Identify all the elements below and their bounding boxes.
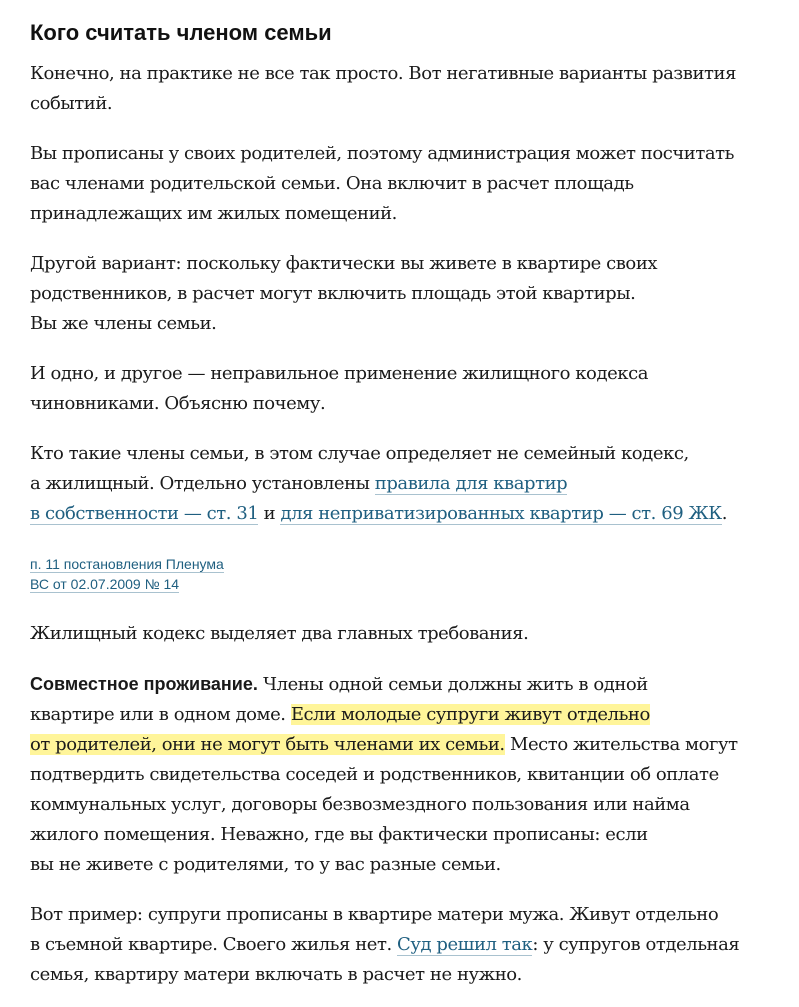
text-line: чиновниками. Объясню почему.: [30, 393, 326, 414]
paragraph-two-requirements: [30, 619, 775, 649]
link-text: правила для квартир: [374, 473, 568, 494]
text-line: Вот пример: супруги прописаны в квартире матери мужа. Живут отдельно: [30, 904, 719, 925]
text-line: подтвердить свидетельства соседей и родственников, квитанции об оплате: [30, 764, 719, 785]
paragraph-wrong-application: [30, 359, 775, 419]
text-line: И одно, и другое — неправильное применение жилищного кодекса: [30, 363, 648, 384]
paragraph-other-variant: [30, 249, 775, 339]
text-fragment: и: [258, 503, 281, 524]
text-fragment: квартире или в одном доме.: [30, 704, 291, 725]
text-line: жилого помещения. Неважно, где вы фактически прописаны: если: [30, 824, 648, 845]
text-fragment: в съемной квартире. Своего жилья нет.: [30, 934, 398, 955]
paragraph-cohabitation: [30, 669, 775, 880]
text-line: Вы же члены семьи.: [30, 313, 217, 334]
link-non-privatized-rules[interactable]: для неприватизированных квартир — ст. 69 ЖК: [280, 503, 722, 524]
paragraph-example: [30, 900, 775, 990]
bold-term: Совместное проживание.: [30, 674, 258, 694]
footnote-link-line2[interactable]: ВС от 02.07.2009 № 14: [30, 576, 180, 592]
text-line: Вы прописаны у своих родителей, поэтому администрация может посчитать: [30, 143, 735, 164]
highlighted-text: от родителей, они не могут быть членами их семьи.: [30, 734, 505, 755]
paragraph-family-definition: [30, 439, 775, 529]
text-fragment: Члены одной семьи должны жить в одной: [257, 674, 648, 695]
text-line: вы не живете с родителями, то у вас разные семьи.: [30, 854, 501, 875]
paragraph-text: Конечно, на практике не все так просто. Вот негативные варианты развития событий.: [30, 63, 736, 114]
paragraph-registered: [30, 139, 775, 229]
text-line: а жилищный. Отдельно установлены: [30, 473, 375, 494]
text-line: Кто такие члены семьи, в этом случае определяет не семейный кодекс,: [30, 443, 689, 464]
footnote-reference: [30, 554, 775, 594]
section-heading: Кого считать членом семьи: [30, 20, 332, 45]
link-text: в собственности — ст. 31: [30, 503, 259, 524]
paragraph-intro: [30, 59, 775, 119]
highlighted-text: Если молодые супруги живут отдельно: [290, 704, 650, 725]
text-line: вас членами родительской семьи. Она включит в расчет площадь: [30, 173, 634, 194]
paragraph-text: Жилищный кодекс выделяет два главных требования.: [30, 623, 529, 644]
text-line: коммунальных услуг, договоры безвозмездного пользования или найма: [30, 794, 690, 815]
text-line: семья, квартиру матери включать в расчет не нужно.: [30, 964, 522, 985]
text-fragment: Место жительства могут: [504, 734, 738, 755]
footnote-link-line1[interactable]: п. 11 постановления Пленума: [30, 556, 224, 572]
text-line: родственников, в расчет могут включить площадь этой квартиры.: [30, 283, 636, 304]
text-line: принадлежащих им жилых помещений.: [30, 203, 397, 224]
text-fragment: : у супругов отдельная: [532, 934, 740, 955]
article: [30, 0, 775, 990]
text-fragment: .: [721, 503, 728, 524]
text-line: Другой вариант: поскольку фактически вы живете в квартире своих: [30, 253, 658, 274]
link-court-decision[interactable]: Суд решил так: [397, 934, 533, 955]
